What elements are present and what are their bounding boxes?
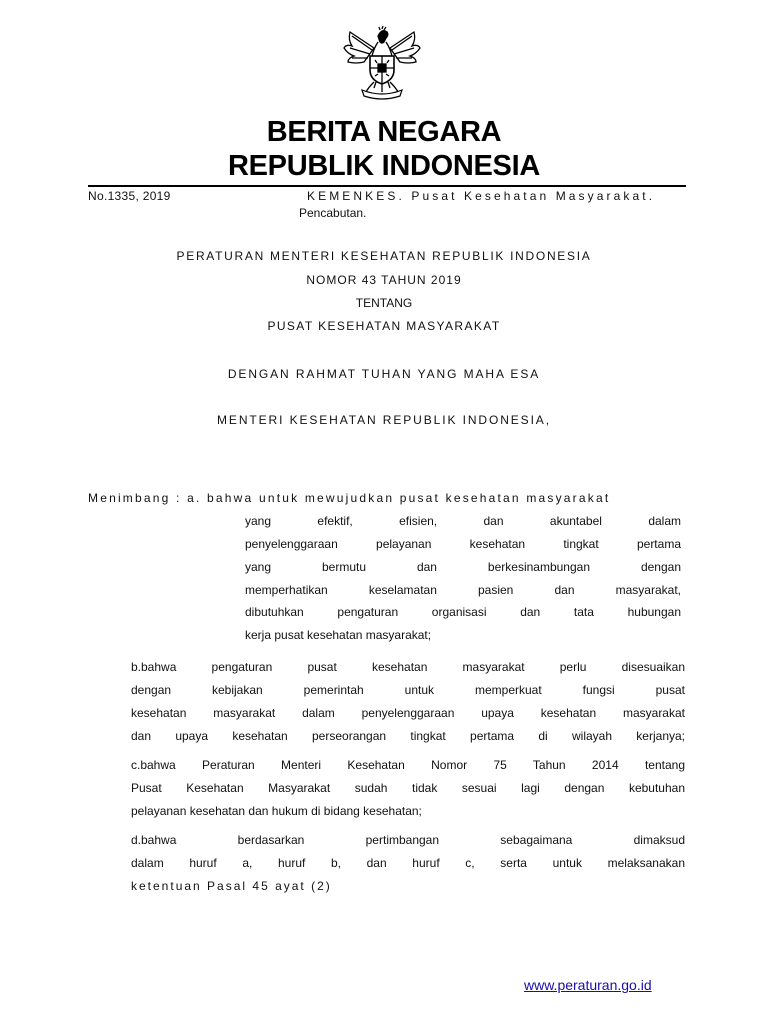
paragraph-line: kesehatan masyarakat dalam penyelenggaraan upaya kesehatan masyarakat (131, 706, 685, 720)
regulation-about: TENTANG (355, 296, 413, 310)
paragraph-line: Pusat Kesehatan Masyarakat sudah tidak sesuai lagi dengan kebutuhan (131, 781, 685, 795)
invocation: DENGAN RAHMAT TUHAN YANG MAHA ESA (227, 367, 541, 381)
regulation-subject: PUSAT KESEHATAN MASYARAKAT (267, 319, 501, 333)
paragraph-line: dengan kebijakan pemerintah untuk memperkuat fungsi pusat (131, 683, 685, 697)
paragraph-line: b.bahwa pengaturan pusat kesehatan masyarakat perlu disesuaikan (131, 660, 685, 674)
menimbang-label: Menimbang : a. bahwa untuk mewujudkan pusat kesehatan masyarakat (88, 491, 611, 505)
paragraph-line: penyelenggaraan pelayanan kesehatan tingkat pertama (245, 537, 681, 551)
garuda-emblem-icon (338, 26, 426, 100)
paragraph-line: dibutuhkan pengaturan organisasi dan tata hubungan (245, 605, 681, 619)
paragraph-line: memperhatikan keselamatan pasien dan masyarakat, (245, 583, 681, 597)
issuer: MENTERI KESEHATAN REPUBLIK INDONESIA, (217, 413, 551, 427)
paragraph-line: dalam huruf a, huruf b, dan huruf c, serta untuk melaksanakan (131, 856, 685, 870)
regulation-number: NOMOR 43 TAHUN 2019 (306, 273, 462, 287)
subject-note: Pencabutan. (299, 206, 367, 220)
paragraph-line: pelayanan kesehatan dan hukum di bidang kesehatan; (131, 804, 422, 818)
masthead-subtitle: REPUBLIK INDONESIA (227, 150, 540, 182)
paragraph-line: c.bahwa Peraturan Menteri Kesehatan Nomor 75 Tahun 2014 tentang (131, 758, 685, 772)
regulation-title: PERATURAN MENTERI KESEHATAN REPUBLIK INDONESIA (176, 249, 592, 263)
ministry-subject: KEMENKES. Pusat Kesehatan Masyarakat. (307, 189, 656, 203)
masthead-title: BERITA NEGARA (266, 116, 502, 148)
paragraph-line: dan upaya kesehatan perseorangan tingkat pertama di wilayah kerjanya; (131, 729, 685, 743)
header-divider (88, 185, 686, 187)
paragraph-line: d.bahwa berdasarkan pertimbangan sebagaimana dimaksud (131, 833, 685, 847)
website-link[interactable]: www.peraturan.go.id (524, 977, 652, 993)
paragraph-line: kerja pusat kesehatan masyarakat; (245, 628, 432, 642)
paragraph-line: yang efektif, efisien, dan akuntabel dalam (245, 514, 681, 528)
paragraph-line: ketentuan Pasal 45 ayat (2) (131, 879, 332, 893)
paragraph-line: yang bermutu dan berkesinambungan dengan (245, 560, 681, 574)
gazette-number: No.1335, 2019 (88, 189, 171, 203)
